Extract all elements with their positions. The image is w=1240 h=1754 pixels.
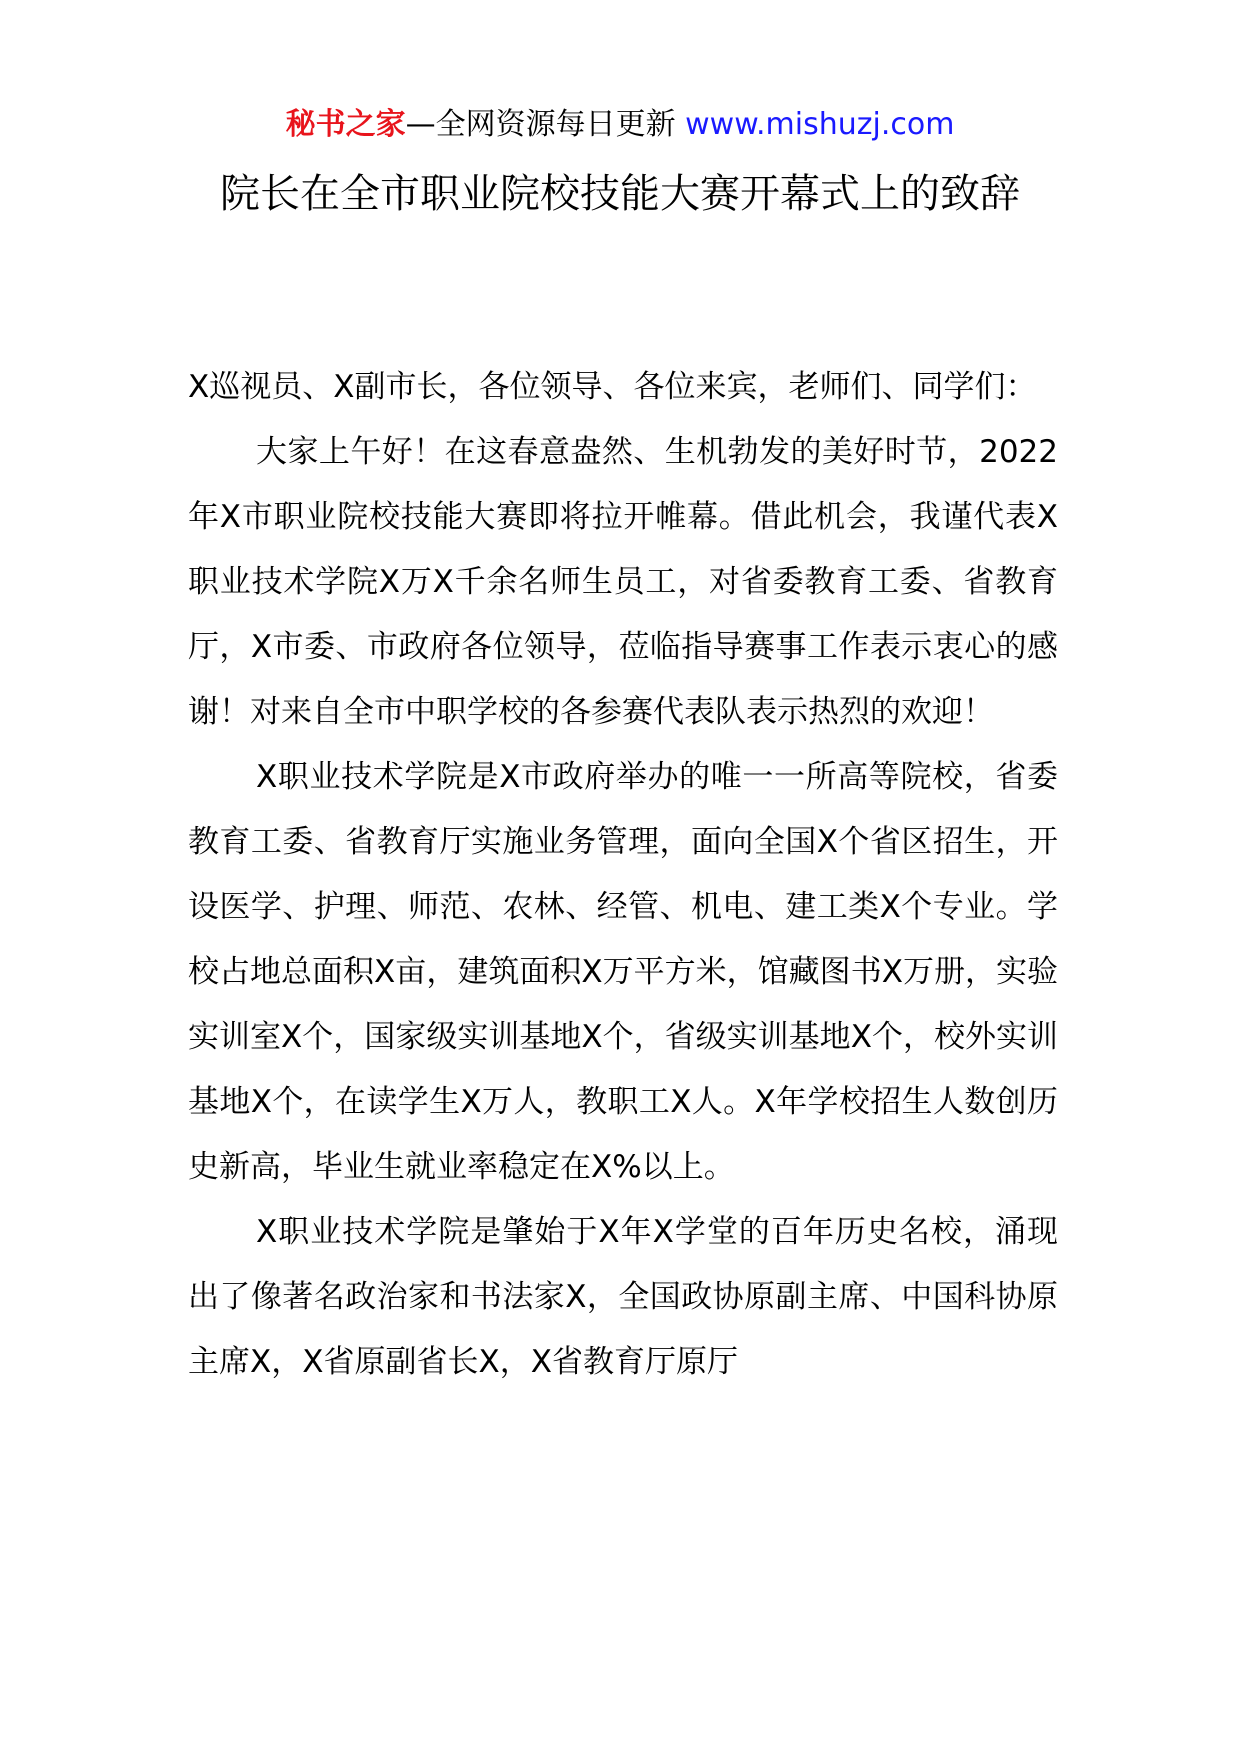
salutation: X巡视员、X副市长，各位领导、各位来宾，老师们、同学们： <box>188 369 1037 405</box>
document-body <box>188 355 1058 1395</box>
website-link[interactable]: www.mishuzj.com <box>685 107 955 142</box>
paragraph: X职业技术学院是肇始于X年X学堂的百年历史名校，涌现出了像著名政治家和书法家X，全国政协原副主席、中国科协原主席X，X省原副省长X，X省教育厅原厅 <box>188 1214 1058 1380</box>
brand-name: 秘书之家 <box>285 107 406 142</box>
paragraph: 大家上午好！在这春意盎然、生机勃发的美好时节，2022年X市职业院校技能大赛即将拉开帷幕。借此机会，我谨代表X职业技术学院X万X千余名师生员工，对省委教育工委、省教育厅，X市委、市政府各位领导，莅临指导赛事工作表示衷心的感谢！对来自全市中职学校的各参赛代表队表示热烈的欢迎！ <box>188 434 1058 730</box>
site-tagline: —全网资源每日更新 <box>405 107 676 142</box>
document-title: 院长在全市职业院校技能大赛开幕式上的致辞 <box>220 171 1020 217</box>
site-header <box>0 100 1240 150</box>
paragraph: X职业技术学院是X市政府举办的唯一一所高等院校，省委教育工委、省教育厅实施业务管理，面向全国X个省区招生，开设医学、护理、师范、农林、经管、机电、建工类X个专业。学校占地总面积X亩，建筑面积X万平方米，馆藏图书X万册，实验实训室X个，国家级实训基地X个，省级实训基地X个，校外实训基地X个，在读学生X万人，教职工X人。X年学校招生人数创历史新高，毕业生就业率稳定在X%以上。 <box>188 759 1058 1185</box>
